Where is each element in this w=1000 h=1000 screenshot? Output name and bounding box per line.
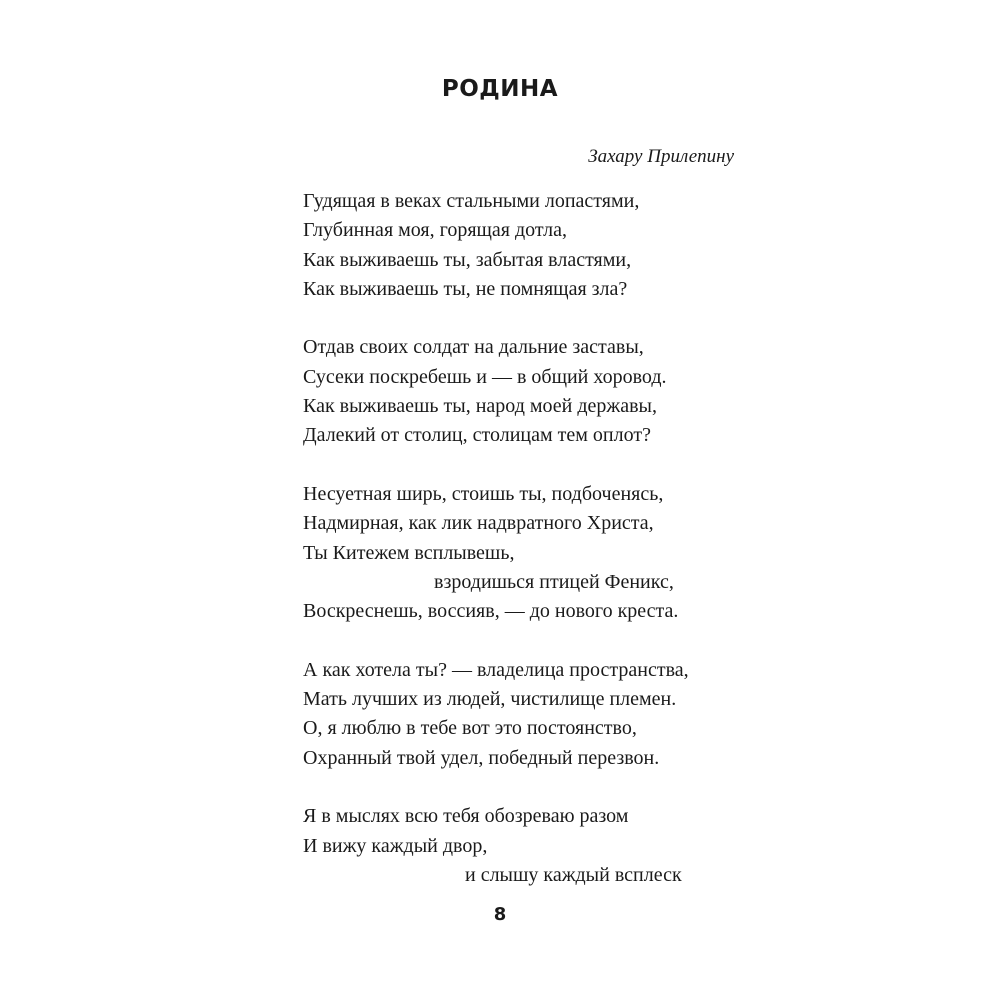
stanza-4 — [303, 656, 689, 773]
poem-line: Воскреснешь, воссияв, — до нового креста. — [303, 600, 679, 623]
poem-line: Сусеки поскребешь и — в общий хоровод. — [303, 365, 667, 388]
stanza-3 — [303, 480, 689, 626]
stanza-gap — [303, 451, 689, 480]
stanza-1 — [303, 187, 689, 304]
page-title: РОДИНА — [441, 76, 559, 102]
poem-line: А как хотела ты? — владелица пространства, — [303, 658, 689, 681]
page-number: 8 — [493, 904, 507, 925]
poem-line: Отдав своих солдат на дальние заставы, — [303, 336, 644, 359]
poem-line: Несуетная ширь, стоишь ты, подбоченясь, — [303, 482, 664, 505]
poem-line: Как выживаешь ты, не помнящая зла? — [303, 277, 628, 300]
poem-line: Как выживаешь ты, забытая властями, — [303, 248, 632, 271]
poem-line: Глубинная моя, горящая дотла, — [303, 219, 568, 242]
stanza-gap — [303, 304, 689, 333]
poem-line: Как выживаешь ты, народ моей державы, — [303, 395, 657, 418]
poem-line: О, я люблю в тебе вот это постоянство, — [303, 717, 637, 740]
poem-line-indented: взродишься птицей Феникс, — [434, 570, 674, 593]
stanza-gap — [303, 773, 689, 802]
poem-line: И вижу каждый двор, — [303, 834, 488, 857]
stanza-5 — [303, 802, 689, 890]
stanza-2 — [303, 333, 689, 450]
poem-line: Надмирная, как лик надвратного Христа, — [303, 512, 654, 535]
poem-line: Ты Китежем всплывешь, — [303, 541, 515, 564]
poem-line: Мать лучших из людей, чистилище племен. — [303, 688, 677, 711]
poem-line: Далекий от столиц, столицам тем оплот? — [303, 424, 651, 447]
stanza-gap — [303, 626, 689, 655]
dedication: Захару Прилепину — [588, 146, 734, 167]
poem — [303, 187, 689, 890]
poem-line: Гудящая в веках стальными лопастями, — [303, 190, 640, 212]
poem-line: Я в мыслях всю тебя обозреваю разом — [303, 805, 629, 828]
poem-line-indented: и слышу каждый всплеск — [465, 863, 682, 886]
poem-line: Охранный твой удел, победный перезвон. — [303, 746, 660, 769]
